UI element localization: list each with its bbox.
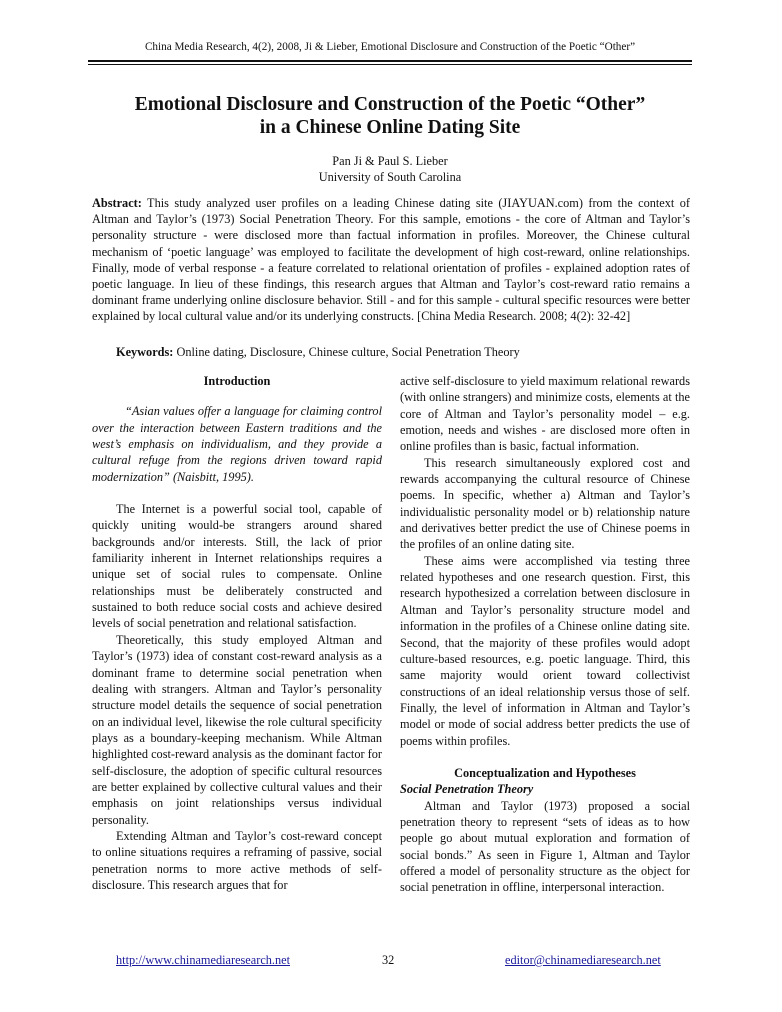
author-block <box>88 153 692 185</box>
epigraph: “Asian values offer a language for claiming control over the interaction between Eastern traditions and the west’s emphasis on individualism, and they provide a cultural refuge from the regions driven toward rapid modernization” (Naisbitt, 1995). <box>92 404 382 484</box>
right-column <box>400 373 690 896</box>
paragraph: These aims were accomplished via testing three related hypotheses and one research question. First, this research hypothesized a correlation between disclosure in Altman and Taylor’s personality structure model and information in the profiles of a Chinese online dating site. Second, that the majority of these profiles would adopt culture-based resources, e.g. poetic language. Third, this same majority would orient toward collectivist constructions of an ideal relationship versus those of self. Finally, the level of information in Altman and Taylor’s model or mode of social address better predicts the use of poems within profiles. <box>400 553 690 748</box>
paragraph: Theoretically, this study employed Altman and Taylor’s (1973) idea of constant cost-reward analysis as a dominant frame to determine social penetration when dealing with strangers. Altman and Taylor’s personality structure model details the sequence of social penetration on an individual level, likewise the role cultural specificity plays as a boundary-keeping mechanism. While Altman highlighted cost-reward analysis as the dominant factor for self-disclosure, the adoption of specific cultural resources are better explained by collective cultural values and their emphasis on joint relationships versus individual personality. <box>92 632 382 827</box>
header-rule-thin <box>88 64 692 65</box>
keywords-label: Keywords: <box>116 345 174 359</box>
abstract-text: This study analyzed user profiles on a leading Chinese dating site (JIAYUAN.com) from the context of Altman and Taylor’s (1973) Social Penetration Theory. For this sample, emotions - the core of Altman and Taylor’s personality structure - were disclosed more than factual information in profiles. Moreover, the Chinese cultural mechanism of ‘poetic language’ was employed to facilitate the development of high cost-reward, online relationships. Finally, mode of verbal response - a feature correlated to relational orientation of profiles - explained adoption rates of poetic language. In lieu of these findings, this research argues that Altman and Taylor’s cost-reward ratio remains a dominant frame underlying online disclosure behavior. Still - and for this sample - cultural specific resources were better explained by local cultural value and/or its underlying constructs. [China Media Research. 2008; 4(2): 32-42] <box>92 196 690 324</box>
section-heading-introduction: Introduction <box>203 374 271 388</box>
email-link[interactable]: editor@chinamediaresearch.net <box>505 953 661 967</box>
title-line-1: Emotional Disclosure and Construction of the Poetic “Other” <box>134 94 646 115</box>
page-footer <box>92 952 690 968</box>
section-heading-conceptualization: Conceptualization and Hypotheses <box>454 765 636 780</box>
abstract-label: Abstract: <box>92 196 142 210</box>
left-column <box>92 373 382 893</box>
paragraph: The Internet is a powerful social tool, capable of quickly uniting would-be strangers around shared backgrounds and/or interests. Still, the lack of prior familiarity inherent in Internet relationships requires a unique set of social rules to compensate. Online relationships must be deliberately constructed and sustained to both reduce social costs and achieve desired levels of social penetration and relational satisfaction. <box>92 502 382 631</box>
paragraph: Altman and Taylor (1973) proposed a social penetration theory to represent “sets of ideas as to how people go about mutual exploration and formation of social bonds.” As seen in Figure 1, Altman and Taylor offered a model of personality structure as the object for social penetration in offline, interpersonal interaction. <box>400 798 690 895</box>
title-line-2: in a Chinese Online Dating Site <box>259 117 521 138</box>
authors: Pan Ji & Paul S. Lieber <box>332 154 448 168</box>
running-head: China Media Research, 4(2), 2008, Ji & Lieber, Emotional Disclosure and Construction of the Poetic “Other” <box>144 41 636 53</box>
keywords <box>92 344 690 360</box>
abstract <box>92 195 690 325</box>
header-rule-thick <box>88 60 692 62</box>
paper-title <box>88 93 692 139</box>
paragraph: active self-disclosure to yield maximum relational rewards (with online strangers) and minimize costs, elements at the core of Altman and Taylor’s personality model – e.g. emotion, needs and wishes - are disclosed more often in online profiles than is basic, factual information. <box>400 374 690 454</box>
paragraph: This research simultaneously explored cost and rewards accompanying the cultural resource of Chinese poems. In specific, whether a) Altman and Taylor’s individualistic personality model or b) relationship nature and derivatives better predict the use of Chinese poems in the profiles of an online dating site. <box>400 455 690 552</box>
subsection-heading: Social Penetration Theory <box>400 782 534 797</box>
keywords-text: Online dating, Disclosure, Chinese culture, Social Penetration Theory <box>173 345 520 359</box>
affiliation: University of South Carolina <box>318 170 462 184</box>
website-link[interactable]: http://www.chinamediaresearch.net <box>116 953 291 967</box>
paragraph: Extending Altman and Taylor’s cost-reward concept to online situations requires a reframing of passive, social penetration norms to more active methods of self-disclosure. This research argues that for <box>92 828 382 892</box>
page-number: 32 <box>382 953 395 967</box>
